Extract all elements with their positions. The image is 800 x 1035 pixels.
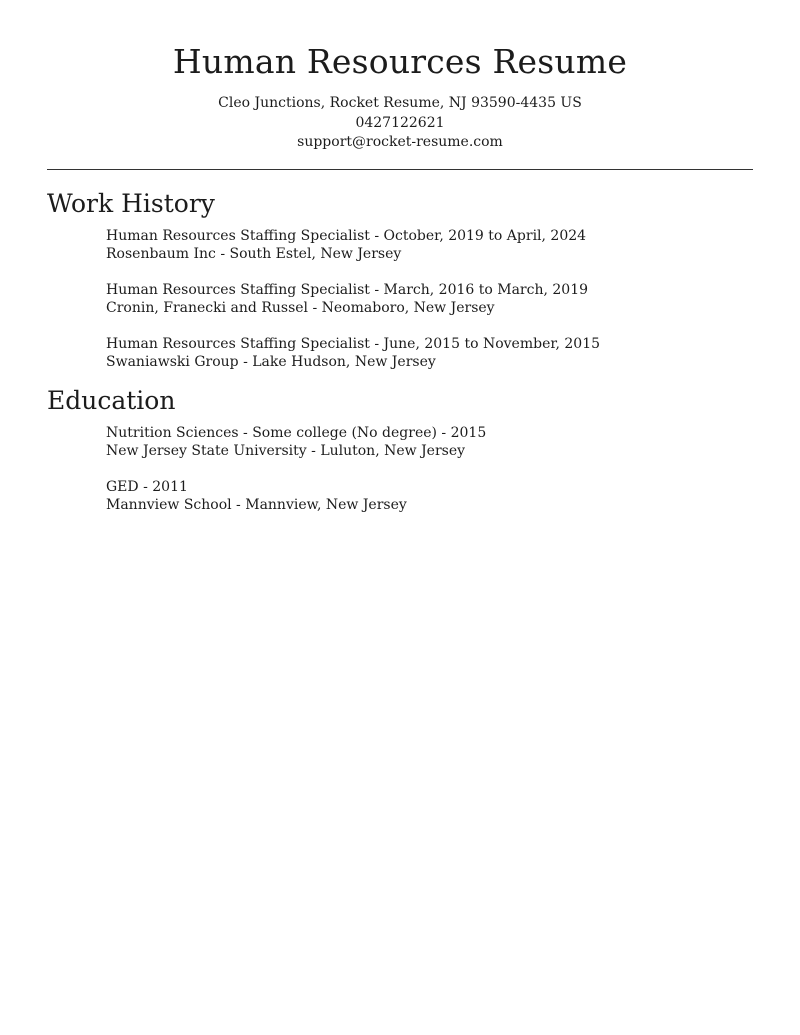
contact-info [47,94,753,153]
education-entry-degree: Nutrition Sciences - Some college (No degree) - 2015 [106,424,487,441]
resume-header [47,0,753,153]
contact-address: Cleo Junctions, Rocket Resume, NJ 93590-4435 US [218,95,582,111]
work-entry-role: Human Resources Staffing Specialist - October, 2019 to April, 2024 [106,227,587,244]
work-entry [106,227,753,264]
work-entry [106,281,753,318]
education-entry [106,478,753,515]
contact-email: support@rocket-resume.com [297,134,503,150]
education-entry-degree: GED - 2011 [106,478,188,495]
page-title: Human Resources Resume [172,42,628,81]
work-entry-employer: Rosenbaum Inc - South Estel, New Jersey [106,246,402,262]
education-heading: Education [47,385,176,415]
contact-phone: 0427122621 [355,114,445,131]
work-history-list [47,227,753,372]
education-entry-school: Mannview School - Mannview, New Jersey [106,497,407,513]
work-entry-role: Human Resources Staffing Specialist - June, 2015 to November, 2015 [106,335,601,352]
work-history-heading: Work History [47,188,215,218]
header-divider [47,169,753,170]
work-entry-employer: Cronin, Franecki and Russel - Neomaboro, New Jersey [106,300,495,316]
work-entry-role: Human Resources Staffing Specialist - March, 2016 to March, 2019 [106,281,589,298]
work-entry [106,335,753,372]
education-entry [106,424,753,461]
education-list [47,424,753,515]
work-entry-employer: Swaniawski Group - Lake Hudson, New Jersey [106,354,436,370]
education-entry-school: New Jersey State University - Luluton, New Jersey [106,443,466,459]
